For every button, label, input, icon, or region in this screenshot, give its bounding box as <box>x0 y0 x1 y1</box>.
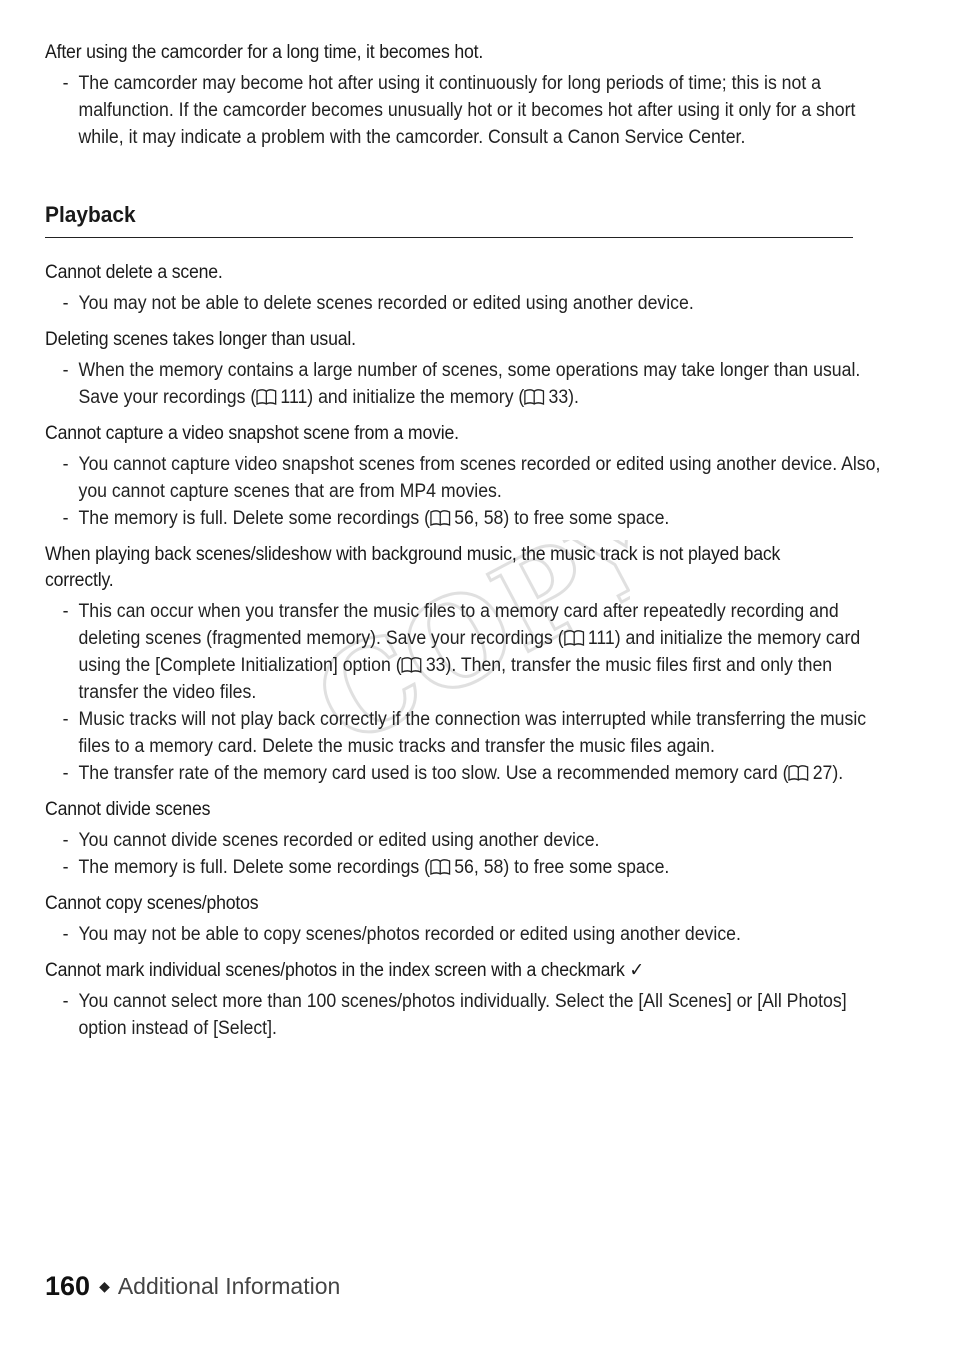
bullet-list <box>45 290 853 317</box>
bullet-list <box>45 988 853 1042</box>
bullet-text: You cannot capture video snapshot scenes from scenes recorded or edited using another device. Also, you cannot capture scenes that are from MP4 movies. <box>78 454 881 502</box>
book-icon <box>430 859 450 875</box>
bullet-text: This can occur when you transfer the music files to a memory card after repeatedly recording and deleting scenes (fragmented memory). Save your recordings ( <box>78 601 839 649</box>
dash-marker: - <box>62 508 69 529</box>
bullet-text: The transfer rate of the memory card used is too slow. Use a recommended memory card ( <box>78 763 789 784</box>
bullet-item <box>45 451 883 505</box>
issue-heading: Cannot delete a scene. <box>45 262 223 283</box>
bullet-text: The memory is full. Delete some recordings ( <box>78 857 431 878</box>
bullet-text: You cannot select more than 100 scenes/photos individually. Select the [All Scenes] or [All Photos] option instead of [Select]. <box>78 991 847 1039</box>
bullet-text: 56, 58) to free some space. <box>454 857 670 878</box>
issue-heading: Cannot divide scenes <box>45 799 211 820</box>
dash-marker: - <box>62 709 69 730</box>
bullet-list <box>45 598 867 787</box>
bullet-list <box>45 921 853 948</box>
bullet-text: 27). <box>812 763 844 784</box>
bullet-item <box>45 760 883 787</box>
bullet-text: The camcorder may become hot after using it continuously for long periods of time; this is not a malfunction. If the camcorder becomes unusually hot or it becomes hot after using it only for a short while, it may indicate a problem with the camcorder. Consult a Canon Service Center. <box>78 73 856 148</box>
bullet-item <box>45 598 883 706</box>
bullet-item <box>45 70 883 151</box>
issue-heading: After using the camcorder for a long time, it becomes hot. <box>45 42 484 63</box>
issue-heading: Cannot mark individual scenes/photos in the index screen with a checkmark ✓ <box>45 960 645 981</box>
book-icon <box>430 510 450 526</box>
troubleshooting-item <box>45 797 853 881</box>
bullet-item <box>45 706 883 760</box>
bullet-item <box>45 505 883 532</box>
diamond-icon: ◆ <box>99 1277 110 1294</box>
troubleshooting-item <box>45 891 853 948</box>
dash-marker: - <box>62 924 69 945</box>
bullet-item <box>45 827 883 854</box>
bullet-list <box>45 357 861 411</box>
bullet-text: The memory is full. Delete some recordings ( <box>78 508 431 529</box>
dash-marker: - <box>62 991 69 1012</box>
book-icon <box>789 765 809 781</box>
bullet-text: You cannot divide scenes recorded or edited using another device. <box>78 830 600 851</box>
troubleshooting-item <box>45 421 881 532</box>
page-content <box>45 40 881 1052</box>
dash-marker: - <box>62 360 69 381</box>
section-title: Playback <box>45 202 136 227</box>
dash-marker: - <box>62 454 69 475</box>
book-icon <box>564 630 584 646</box>
book-icon <box>402 657 422 673</box>
dash-marker: - <box>62 857 69 878</box>
dash-marker: - <box>62 830 69 851</box>
dash-marker: - <box>62 73 69 94</box>
page-number: 160 <box>45 1270 91 1301</box>
bullet-text: 33). Then, transfer the music files first and only then transfer the video files. <box>78 655 833 703</box>
book-icon <box>524 389 544 405</box>
intro-block <box>45 40 856 151</box>
troubleshooting-item <box>45 327 861 411</box>
issue-heading: Cannot copy scenes/photos <box>45 893 259 914</box>
bullet-list <box>45 70 856 151</box>
bullet-item <box>45 988 883 1042</box>
bullet-list <box>45 827 853 881</box>
troubleshooting-item <box>45 542 867 787</box>
bullet-text: 33). <box>548 387 579 408</box>
bullet-item <box>45 854 883 881</box>
svg-text:COPY: COPY <box>300 540 630 740</box>
bullet-item <box>45 357 883 411</box>
bullet-text: 111) and initialize the memory card using the [Complete Initialization] option ( <box>78 628 861 676</box>
bullet-text: When the memory contains a large number of scenes, some operations may take longer than usual. Save your recordings ( <box>78 360 861 408</box>
troubleshooting-item <box>45 260 853 317</box>
troubleshooting-item <box>45 958 853 1042</box>
dash-marker: - <box>62 763 69 784</box>
bullet-text: You may not be able to delete scenes recorded or edited using another device. <box>78 293 694 314</box>
section-heading <box>45 201 853 238</box>
issue-heading: When playing back scenes/slideshow with background music, the music track is not played back correctly. <box>45 544 781 591</box>
issue-heading: Deleting scenes takes longer than usual. <box>45 329 356 350</box>
bullet-text: You may not be able to copy scenes/photos recorded or edited using another device. <box>78 924 741 945</box>
bullet-list <box>45 451 881 532</box>
page-footer <box>45 1268 340 1304</box>
footer-section-title: Additional Information <box>117 1272 341 1299</box>
troubleshooting-items <box>45 260 881 1042</box>
bullet-item <box>45 921 883 948</box>
dash-marker: - <box>62 293 69 314</box>
bullet-text: 56, 58) to free some space. <box>454 508 670 529</box>
dash-marker: - <box>62 601 69 622</box>
issue-heading: Cannot capture a video snapshot scene from a movie. <box>45 423 459 444</box>
book-icon <box>256 389 276 405</box>
bullet-text: Music tracks will not play back correctly if the connection was interrupted while transferring the music files to a memory card. Delete the music tracks and transfer the music files again. <box>78 709 867 757</box>
bullet-text: 111) and initialize the memory ( <box>280 387 525 408</box>
bullet-item <box>45 290 883 317</box>
